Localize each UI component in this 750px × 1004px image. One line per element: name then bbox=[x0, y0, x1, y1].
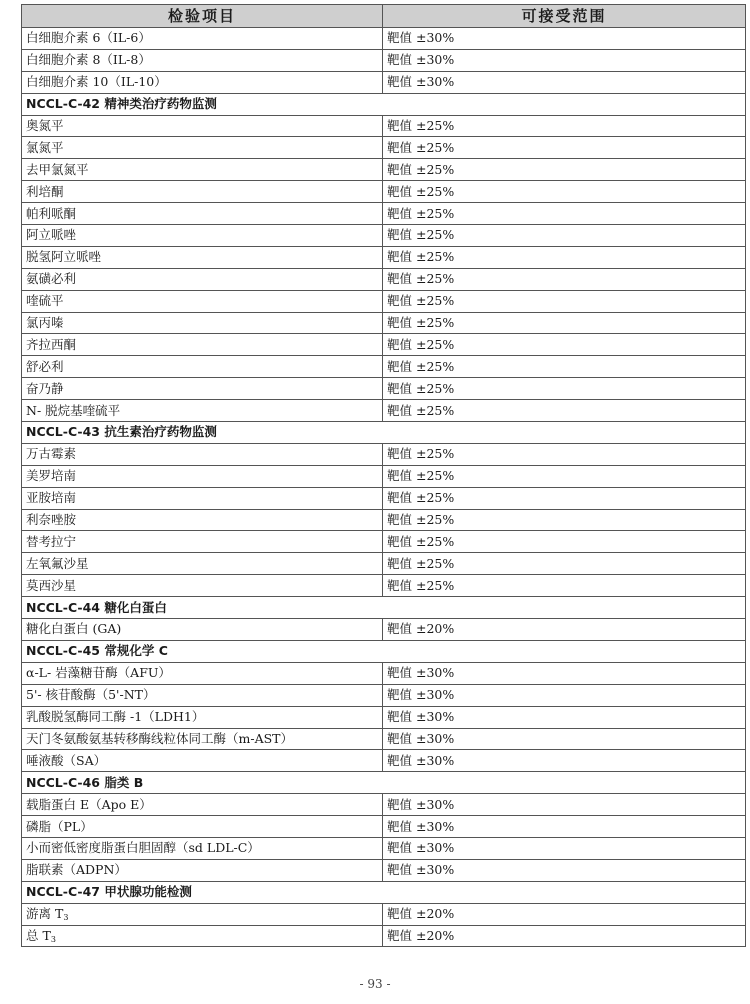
range-cell: 靶值 ±30% bbox=[383, 794, 746, 816]
range-cell: 靶值 ±25% bbox=[383, 225, 746, 247]
item-cell bbox=[22, 203, 383, 225]
range-cell: 靶值 ±30% bbox=[383, 816, 746, 838]
table-row bbox=[22, 728, 746, 750]
item-cell bbox=[22, 71, 383, 93]
table-row bbox=[22, 71, 746, 93]
item-cell bbox=[22, 137, 383, 159]
item-name: 利奈唑胺 bbox=[26, 512, 77, 528]
range-cell: 靶值 ±25% bbox=[383, 531, 746, 553]
table-row bbox=[22, 268, 746, 290]
table-row bbox=[22, 794, 746, 816]
item-name: 利培酮 bbox=[26, 183, 64, 199]
item-name: 奋乃静 bbox=[26, 380, 64, 396]
range-cell: 靶值 ±25% bbox=[383, 290, 746, 312]
item-cell bbox=[22, 268, 383, 290]
table-row bbox=[22, 487, 746, 509]
range-cell: 靶值 ±25% bbox=[383, 553, 746, 575]
qc-criteria-table bbox=[21, 4, 746, 947]
section-row bbox=[22, 881, 746, 903]
table-row bbox=[22, 859, 746, 881]
table-row bbox=[22, 903, 746, 925]
item-name: 左氧氟沙星 bbox=[26, 555, 89, 571]
item-cell bbox=[22, 49, 383, 71]
item-cell bbox=[22, 509, 383, 531]
section-row bbox=[22, 93, 746, 115]
item-cell bbox=[22, 465, 383, 487]
range-cell: 靶值 ±30% bbox=[383, 28, 746, 50]
item-cell bbox=[22, 684, 383, 706]
item-cell bbox=[22, 312, 383, 334]
table-row bbox=[22, 750, 746, 772]
item-cell bbox=[22, 837, 383, 859]
range-cell: 靶值 ±25% bbox=[383, 181, 746, 203]
item-cell bbox=[22, 750, 383, 772]
table-row bbox=[22, 509, 746, 531]
item-cell bbox=[22, 443, 383, 465]
section-title: NCCL-C-42 精神类治疗药物监测 bbox=[22, 93, 746, 115]
section-title: NCCL-C-45 常规化学 C bbox=[22, 640, 746, 662]
table-row bbox=[22, 225, 746, 247]
item-cell bbox=[22, 925, 383, 947]
range-cell: 靶值 ±25% bbox=[383, 465, 746, 487]
item-name: 氨磺必利 bbox=[26, 271, 77, 287]
range-cell: 靶值 ±30% bbox=[383, 859, 746, 881]
table-row bbox=[22, 684, 746, 706]
item-name: 乳酸脱氢酶同工酶 -1（LDH1） bbox=[26, 709, 205, 725]
item-name: 氯氮平 bbox=[26, 139, 64, 155]
item-cell bbox=[22, 356, 383, 378]
table-row bbox=[22, 356, 746, 378]
item-cell bbox=[22, 246, 383, 268]
item-name: 磷脂（PL） bbox=[26, 818, 93, 834]
item-name: 齐拉西酮 bbox=[26, 336, 77, 352]
table-row bbox=[22, 378, 746, 400]
range-cell: 靶值 ±25% bbox=[383, 246, 746, 268]
header-range: 可接受范围 bbox=[383, 5, 746, 28]
item-cell bbox=[22, 181, 383, 203]
item-cell bbox=[22, 859, 383, 881]
table-row bbox=[22, 553, 746, 575]
item-name: 5'- 核苷酸酶（5'-NT） bbox=[26, 687, 156, 703]
item-name: 脂联素（ADPN） bbox=[26, 862, 127, 878]
range-cell: 靶值 ±25% bbox=[383, 575, 746, 597]
range-cell: 靶值 ±20% bbox=[383, 903, 746, 925]
item-name: 载脂蛋白 E（Apo E） bbox=[26, 796, 152, 812]
item-cell bbox=[22, 225, 383, 247]
table-row bbox=[22, 203, 746, 225]
table-row bbox=[22, 290, 746, 312]
table-row bbox=[22, 465, 746, 487]
item-cell bbox=[22, 290, 383, 312]
table-row bbox=[22, 837, 746, 859]
item-name: 唾液酸（SA） bbox=[26, 752, 107, 768]
range-cell: 靶值 ±20% bbox=[383, 619, 746, 641]
range-cell: 靶值 ±25% bbox=[383, 356, 746, 378]
item-cell bbox=[22, 531, 383, 553]
item-cell bbox=[22, 575, 383, 597]
item-cell bbox=[22, 159, 383, 181]
item-name: 帕利哌酮 bbox=[26, 205, 77, 221]
item-name: 白细胞介素 8（IL-8） bbox=[26, 52, 151, 68]
item-name: 氯丙嗪 bbox=[26, 315, 64, 331]
table-header-row bbox=[22, 5, 746, 28]
range-cell: 靶值 ±25% bbox=[383, 115, 746, 137]
section-title: NCCL-C-44 糖化白蛋白 bbox=[22, 597, 746, 619]
table-row bbox=[22, 706, 746, 728]
item-name: 游离 T bbox=[26, 906, 64, 922]
table-body bbox=[22, 28, 746, 947]
range-cell: 靶值 ±25% bbox=[383, 509, 746, 531]
item-cell bbox=[22, 816, 383, 838]
table-row bbox=[22, 49, 746, 71]
item-name: 万古霉素 bbox=[26, 446, 77, 462]
range-cell: 靶值 ±25% bbox=[383, 137, 746, 159]
header-item: 检验项目 bbox=[22, 5, 383, 28]
range-cell: 靶值 ±30% bbox=[383, 684, 746, 706]
item-name: 糖化白蛋白 (GA) bbox=[26, 621, 122, 637]
item-name: 白细胞介素 10（IL-10） bbox=[26, 74, 167, 90]
item-name: 小而密低密度脂蛋白胆固醇（sd LDL-C） bbox=[26, 840, 260, 856]
item-name: 替考拉宁 bbox=[26, 533, 77, 549]
page-number: - 93 - bbox=[359, 977, 391, 991]
range-cell: 靶值 ±30% bbox=[383, 837, 746, 859]
item-cell bbox=[22, 28, 383, 50]
item-subscript: 3 bbox=[50, 934, 56, 944]
item-name: 喹硫平 bbox=[26, 293, 64, 309]
item-name: 脱氢阿立哌唑 bbox=[26, 249, 102, 265]
table-row bbox=[22, 181, 746, 203]
range-cell: 靶值 ±25% bbox=[383, 334, 746, 356]
section-row bbox=[22, 772, 746, 794]
range-cell: 靶值 ±25% bbox=[383, 378, 746, 400]
item-cell bbox=[22, 115, 383, 137]
range-cell: 靶值 ±25% bbox=[383, 487, 746, 509]
range-cell: 靶值 ±30% bbox=[383, 49, 746, 71]
item-name: 美罗培南 bbox=[26, 468, 77, 484]
item-cell bbox=[22, 662, 383, 684]
table-row bbox=[22, 312, 746, 334]
range-cell: 靶值 ±25% bbox=[383, 268, 746, 290]
range-cell: 靶值 ±25% bbox=[383, 159, 746, 181]
table-row bbox=[22, 115, 746, 137]
table-row bbox=[22, 334, 746, 356]
table-row bbox=[22, 575, 746, 597]
item-name: 舒必利 bbox=[26, 358, 64, 374]
item-name: 总 T bbox=[26, 927, 51, 943]
section-row bbox=[22, 597, 746, 619]
table-row bbox=[22, 925, 746, 947]
section-title: NCCL-C-46 脂类 B bbox=[22, 772, 746, 794]
table-row bbox=[22, 159, 746, 181]
item-name: 亚胺培南 bbox=[26, 490, 77, 506]
table-row bbox=[22, 662, 746, 684]
range-cell: 靶值 ±30% bbox=[383, 662, 746, 684]
item-cell bbox=[22, 487, 383, 509]
table-row bbox=[22, 816, 746, 838]
item-cell bbox=[22, 903, 383, 925]
range-cell: 靶值 ±30% bbox=[383, 706, 746, 728]
item-cell bbox=[22, 400, 383, 422]
item-name: 去甲氯氮平 bbox=[26, 161, 89, 177]
item-name: N- 脱烷基喹硫平 bbox=[26, 402, 121, 418]
range-cell: 靶值 ±25% bbox=[383, 203, 746, 225]
item-subscript: 3 bbox=[63, 913, 69, 923]
item-cell bbox=[22, 728, 383, 750]
table-row bbox=[22, 619, 746, 641]
table-row bbox=[22, 137, 746, 159]
range-cell: 靶值 ±30% bbox=[383, 728, 746, 750]
range-cell: 靶值 ±25% bbox=[383, 400, 746, 422]
range-cell: 靶值 ±30% bbox=[383, 71, 746, 93]
item-name: 阿立哌唑 bbox=[26, 227, 77, 243]
item-name: 白细胞介素 6（IL-6） bbox=[26, 30, 151, 46]
section-title: NCCL-C-47 甲状腺功能检测 bbox=[22, 881, 746, 903]
section-row bbox=[22, 640, 746, 662]
item-name: 天门冬氨酸氨基转移酶线粒体同工酶（m-AST） bbox=[26, 730, 294, 746]
item-cell bbox=[22, 706, 383, 728]
section-title: NCCL-C-43 抗生素治疗药物监测 bbox=[22, 422, 746, 444]
item-name: α-L- 岩藻糖苷酶（AFU） bbox=[26, 665, 171, 681]
item-cell bbox=[22, 794, 383, 816]
table-row bbox=[22, 443, 746, 465]
item-name: 奥氮平 bbox=[26, 118, 64, 133]
range-cell: 靶值 ±20% bbox=[383, 925, 746, 947]
table-row bbox=[22, 531, 746, 553]
table-row bbox=[22, 28, 746, 50]
item-cell bbox=[22, 378, 383, 400]
item-cell bbox=[22, 334, 383, 356]
table-row bbox=[22, 246, 746, 268]
item-cell bbox=[22, 553, 383, 575]
range-cell: 靶值 ±30% bbox=[383, 750, 746, 772]
range-cell: 靶值 ±25% bbox=[383, 443, 746, 465]
section-row bbox=[22, 422, 746, 444]
item-cell bbox=[22, 619, 383, 641]
item-name: 莫西沙星 bbox=[26, 577, 77, 593]
range-cell: 靶值 ±25% bbox=[383, 312, 746, 334]
table-row bbox=[22, 400, 746, 422]
